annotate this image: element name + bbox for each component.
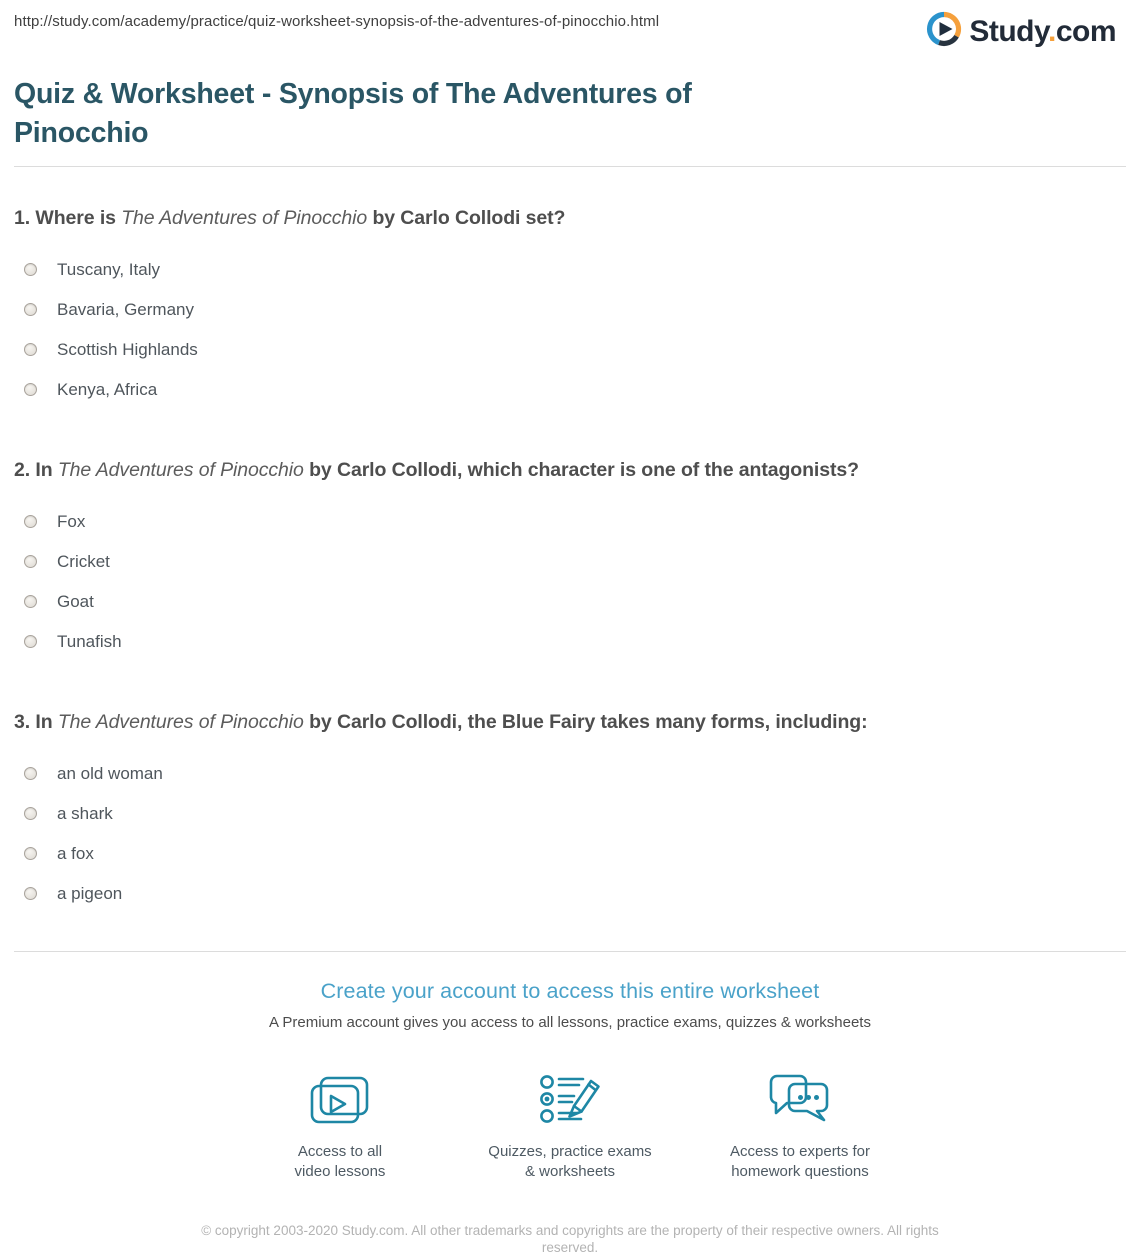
play-circle-logo-icon xyxy=(926,11,962,52)
video-lessons-icon xyxy=(232,1075,448,1129)
radio-button[interactable] xyxy=(24,635,37,648)
radio-button[interactable] xyxy=(24,767,37,780)
radio-button[interactable] xyxy=(24,807,37,820)
premium-subheading: A Premium account gives you access to all lessons, practice exams, quizzes & worksheets xyxy=(269,1014,871,1031)
answer-option[interactable]: Tunafish xyxy=(24,631,1126,652)
question-2 xyxy=(14,419,1126,652)
options-group xyxy=(14,763,1126,904)
radio-button[interactable] xyxy=(24,343,37,356)
radio-button[interactable] xyxy=(24,303,37,316)
question-3 xyxy=(14,671,1126,904)
radio-button[interactable] xyxy=(24,555,37,568)
radio-button[interactable] xyxy=(24,595,37,608)
options-group xyxy=(14,511,1126,652)
question-heading: 3. In The Adventures of Pinocchio by Carlo Collodi, the Blue Fairy takes many forms, including: xyxy=(14,711,868,733)
page-url: http://study.com/academy/practice/quiz-worksheet-synopsis-of-the-adventures-of-pinocchio.html xyxy=(14,13,660,30)
options-group xyxy=(14,259,1126,400)
page-title: Quiz & Worksheet - Synopsis of The Adventures of Pinocchio xyxy=(14,78,692,149)
answer-option[interactable]: a pigeon xyxy=(24,883,1126,904)
radio-button[interactable] xyxy=(24,847,37,860)
answer-option[interactable]: Kenya, Africa xyxy=(24,379,1126,400)
answer-option[interactable]: Scottish Highlands xyxy=(24,339,1126,360)
radio-button[interactable] xyxy=(24,887,37,900)
questions-list xyxy=(14,167,1126,904)
feature-label: Access to experts for homework questions xyxy=(729,1143,871,1180)
answer-option[interactable]: a shark xyxy=(24,803,1126,824)
feature-label: Quizzes, practice exams & worksheets xyxy=(488,1143,652,1180)
cta-section xyxy=(14,952,1126,1256)
feature-experts-chat xyxy=(692,1073,908,1182)
features-row xyxy=(14,1071,1126,1182)
question-1 xyxy=(14,167,1126,400)
copyright-notice: © copyright 2003-2020 Study.com. All other trademarks and copyrights are the property of their respective owners. All rights reserved. xyxy=(201,1223,939,1255)
question-heading: 2. In The Adventures of Pinocchio by Carlo Collodi, which character is one of the antagonists? xyxy=(14,459,859,481)
feature-video-lessons xyxy=(232,1075,448,1182)
create-account-link[interactable]: Create your account to access this entire worksheet xyxy=(320,979,820,1003)
answer-option[interactable]: Fox xyxy=(24,511,1126,532)
radio-button[interactable] xyxy=(24,263,37,276)
feature-label: Access to all video lessons xyxy=(294,1143,386,1180)
study-logo[interactable] xyxy=(926,11,1126,52)
answer-option[interactable]: Goat xyxy=(24,591,1126,612)
answer-option[interactable]: Cricket xyxy=(24,551,1126,572)
radio-button[interactable] xyxy=(24,515,37,528)
experts-chat-icon xyxy=(692,1073,908,1129)
feature-quizzes-worksheets xyxy=(462,1071,678,1182)
answer-option[interactable]: Bavaria, Germany xyxy=(24,299,1126,320)
question-heading: 1. Where is The Adventures of Pinocchio by Carlo Collodi set? xyxy=(14,207,566,229)
quizzes-worksheets-icon xyxy=(462,1071,678,1129)
answer-option[interactable]: an old woman xyxy=(24,763,1126,784)
page-header xyxy=(14,0,1126,50)
logo-wordmark: Study.com xyxy=(969,14,1116,48)
radio-button[interactable] xyxy=(24,383,37,396)
answer-option[interactable]: a fox xyxy=(24,843,1126,864)
answer-option[interactable]: Tuscany, Italy xyxy=(24,259,1126,280)
